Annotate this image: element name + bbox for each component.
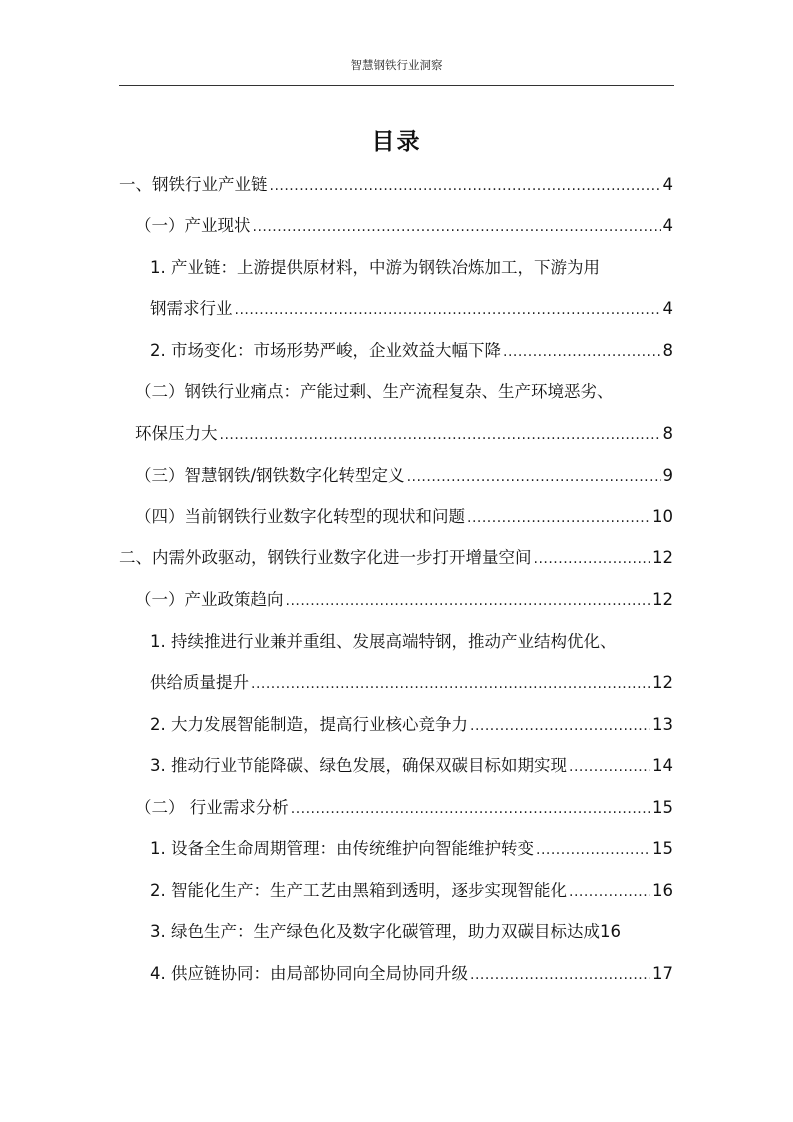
toc-entry-text: 2. 智能化生产：生产工艺由黑箱到透明，逐步实现智能化 [150,881,567,900]
toc-entry-page: 10 [652,507,673,526]
toc-entry[interactable] [119,171,673,197]
toc-entry[interactable] [119,544,673,570]
toc-entry-page: 12 [652,590,673,609]
toc-entry-text: 一、钢铁行业产业链 [119,175,268,194]
toc-leader-dots [251,676,650,692]
toc-entry-text-line1[interactable]: 1. 持续推进行业兼并重组、发展高端特钢，推动产业结构优化、 [150,632,617,651]
toc-entry[interactable] [150,835,673,861]
toc-leader-dots [270,178,661,194]
toc-leader-dots [407,469,661,485]
toc-leader-dots [536,842,650,858]
toc-entry-text: （三）智慧钢铁/钢铁数字化转型定义 [135,466,405,485]
toc-entry[interactable] [150,918,679,944]
toc-entry-text: 3. 推动行业节能降碳、绿色发展，确保双碳目标如期实现 [150,756,567,775]
toc-entry-page: 14 [652,756,673,775]
toc-entry[interactable] [135,586,673,612]
toc-entry[interactable] [135,212,673,238]
toc-entry-page: 4 [662,175,673,194]
toc-entry[interactable] [150,295,673,321]
toc-entry-text-line1[interactable]: （二）钢铁行业痛点：产能过剩、生产流程复杂、生产环境恶劣、 [135,382,614,401]
toc-entry-text: （一）产业现状 [135,216,251,235]
toc-leader-dots [253,219,661,235]
toc-entry-page: 15 [652,839,673,858]
toc-entry[interactable] [150,711,673,737]
toc-entry[interactable] [135,503,673,529]
toc-leader-dots [534,551,651,567]
toc-entry-page: 9 [662,466,673,485]
toc-entry-page: 8 [662,424,673,443]
toc-leader-dots [235,302,661,318]
toc-leader-dots [220,427,661,443]
toc-entry-text: 钢需求行业 [150,299,233,318]
toc-leader-dots [503,344,661,360]
toc-entry-text: 4. 供应链协同：由局部协同向全局协同升级 [150,964,468,983]
toc-entry-page: 12 [652,673,673,692]
toc-entry-text: 1. 设备全生命周期管理：由传统维护向智能维护转变 [150,839,534,858]
toc-entry-text: （四）当前钢铁行业数字化转型的现状和问题 [135,507,465,526]
toc-title: 目录 [371,129,422,155]
toc-leader-dots [569,884,650,900]
toc-entry-page: 4 [662,299,673,318]
toc-entry-page: 16 [600,922,621,941]
toc-entry-page: 8 [662,341,673,360]
toc-entry-text: 3. 绿色生产：生产绿色化及数字化碳管理，助力双碳目标达成 [150,922,600,941]
toc-entry-page: 17 [652,964,673,983]
toc-entry[interactable] [135,462,673,488]
toc-entry[interactable] [150,337,673,363]
toc-entry-text: 二、内需外政驱动，钢铁行业数字化进一步打开增量空间 [119,548,532,567]
toc-entry[interactable] [135,420,673,446]
toc-leader-dots [286,593,651,609]
toc-entry-text-line1[interactable]: 1. 产业链：上游提供原材料，中游为钢铁冶炼加工，下游为用 [150,258,600,277]
toc-entry-page: 15 [652,798,673,817]
toc-entry-page: 12 [652,548,673,567]
toc-entry-text: 供给质量提升 [150,673,249,692]
toc-entry[interactable] [150,669,673,695]
toc-leader-dots [291,801,650,817]
toc-entry[interactable] [135,794,673,820]
header-rule [119,85,674,86]
toc-leader-dots [470,718,650,734]
toc-leader-dots [569,759,650,775]
toc-entry[interactable] [150,960,673,986]
toc-entry-text: （一）产业政策趋向 [135,590,284,609]
running-header: 智慧钢铁行业洞察 [350,58,443,72]
toc-leader-dots [467,510,650,526]
toc-entry[interactable] [150,752,673,778]
toc-entry-page: 4 [662,216,673,235]
toc-leader-dots [470,967,650,983]
toc-entry-text: 2. 大力发展智能制造，提高行业核心竞争力 [150,715,468,734]
toc-entry-text: （二） 行业需求分析 [135,798,289,817]
toc-entry-text: 环保压力大 [135,424,218,443]
toc-entry-text: 2. 市场变化：市场形势严峻，企业效益大幅下降 [150,341,501,360]
toc-entry[interactable] [150,877,673,903]
toc-entry-page: 16 [652,881,673,900]
toc-entry-page: 13 [652,715,673,734]
